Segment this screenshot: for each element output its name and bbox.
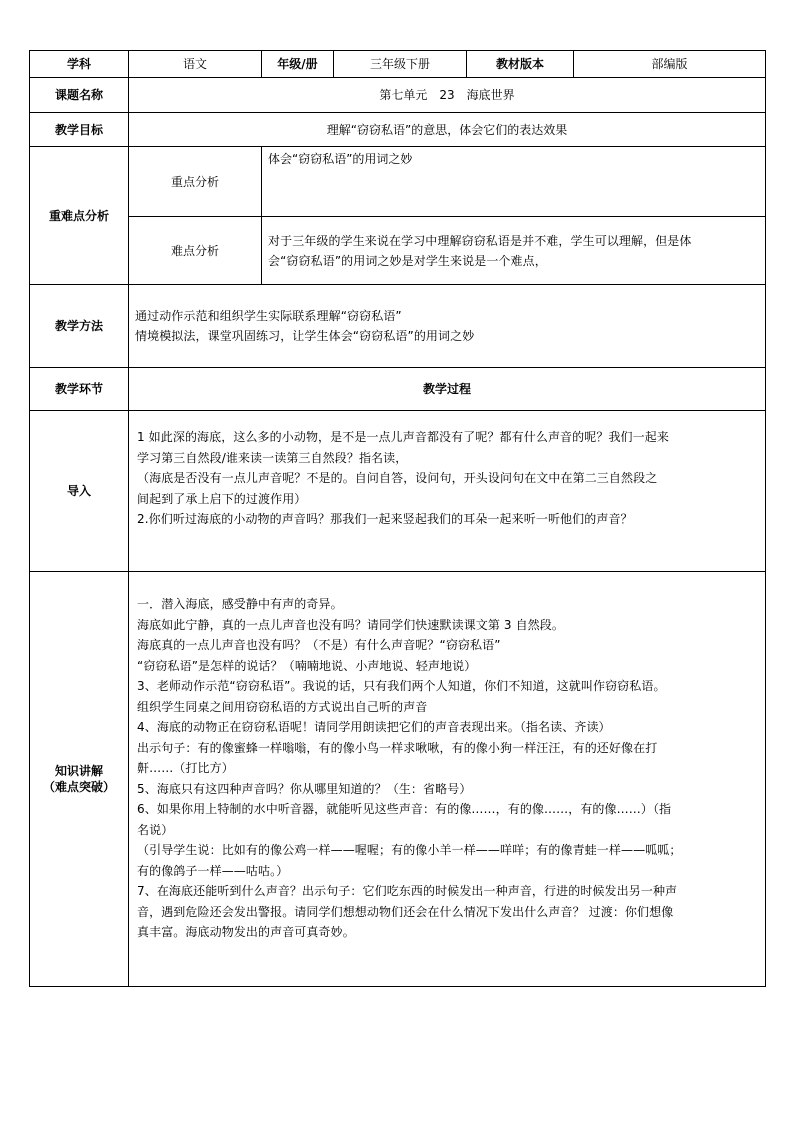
knowledge-line: 名说） [137, 822, 174, 837]
edition-value: 部编版 [574, 51, 766, 78]
knowledge-label-line2: （难点突破） [42, 780, 115, 794]
difficult-line: 会“窃窃私语”的用词之妙是对学生来说是一个难点， [268, 253, 547, 268]
knowledge-line: 3、老师动作示范“窃窃私语”。我说的话，只有我们两个人知道，你们不知道，这就叫作窃窃私语。 [137, 679, 666, 693]
intro-content [129, 411, 766, 572]
method-line: 通过动作示范和组织学生实际联系理解“窃窃私语” [135, 309, 402, 323]
knowledge-line: 一．潜入海底，感受静中有声的奇异。 [137, 597, 343, 611]
subject-label: 学科 [30, 51, 129, 78]
process-header: 教学过程 [129, 368, 766, 411]
grade-value: 三年级下册 [334, 51, 467, 78]
knowledge-line: 海底如此宁静，真的一点儿声音也没有吗？请同学们快速默读课文第 3 自然段。 [137, 617, 564, 632]
process-header-row [30, 368, 766, 411]
knowledge-line: 音，遇到危险还会发出警报。请同学们想想动物们还会在什么情况下发出什么声音？ 过渡：你们想像 [137, 904, 674, 919]
analysis-label: 重难点分析 [30, 147, 129, 285]
intro-line: 2.你们听过海底的小动物的声音吗？那我们一起来竖起我们的耳朵一起来听一听他们的声音？ [137, 512, 633, 526]
method-row [30, 285, 766, 368]
knowledge-line: 7、在海底还能听到什么声音？出示句子：它们吃东西的时候发出一种声音，行进的时候发出另一种声 [137, 884, 678, 898]
goal-label: 教学目标 [30, 113, 129, 147]
lesson-plan-table [29, 50, 766, 987]
lesson-name-row [30, 78, 766, 113]
knowledge-label [30, 572, 129, 987]
grade-label: 年级/册 [262, 51, 334, 78]
knowledge-label-line1: 知识讲解 [54, 764, 103, 778]
knowledge-line: 有的像鸽子一样——咕咕。） [137, 863, 289, 878]
intro-line: （海底是否没有一点儿声音呢？不是的。自问自答，设问句，开头设问句在文中在第二三自然段之 [137, 471, 658, 485]
key-analysis-label: 重点分析 [129, 147, 262, 217]
knowledge-line: 鼾……（打比方） [137, 761, 234, 775]
knowledge-line: （引导学生说：比如有的像公鸡一样——喔喔；有的像小羊一样——咩咩；有的像青蛙一样——呱呱； [137, 843, 682, 857]
method-value [129, 285, 766, 368]
difficult-analysis-value [262, 217, 766, 285]
header-row [30, 51, 766, 78]
method-label: 教学方法 [30, 285, 129, 368]
knowledge-line: 真丰富。海底动物发出的声音可真奇妙。 [137, 925, 355, 939]
key-analysis-value: 体会“窃窃私语”的用词之妙 [262, 147, 766, 217]
intro-line: 学习第三自然段/谁来读一读第三自然段？指名读， [137, 450, 408, 465]
knowledge-line: 4、海底的动物正在窃窃私语呢！请同学用朗读把它们的声音表现出来。（指名读、齐读） [137, 720, 611, 734]
intro-label: 导入 [30, 411, 129, 572]
method-line: 情境模拟法，课堂巩固练习，让学生体会“窃窃私语”的用词之妙 [135, 329, 475, 343]
subject-value: 语文 [129, 51, 262, 78]
knowledge-line: “窃窃私语”是怎样的说话？（喃喃地说、小声地说、轻声地说） [137, 658, 477, 673]
knowledge-line: 海底真的一点儿声音也没有吗？（不是）有什么声音呢？“窃窃私语” [137, 638, 501, 652]
goal-value: 理解“窃窃私语”的意思，体会它们的表达效果 [129, 113, 766, 147]
knowledge-line: 组织学生同桌之间用窃窃私语的方式说出自己听的声音 [137, 699, 428, 714]
lesson-name-value: 第七单元 23 海底世界 [129, 78, 766, 113]
stage-header: 教学环节 [30, 368, 129, 411]
knowledge-row [30, 572, 766, 987]
intro-line: 间起到了承上启下的过渡作用） [137, 491, 307, 506]
difficult-analysis-label: 难点分析 [129, 217, 262, 285]
lesson-name-label: 课题名称 [30, 78, 129, 113]
edition-label: 教材版本 [467, 51, 574, 78]
intro-line: 1 如此深的海底，这么多的小动物，是不是一点儿声音都没有了呢？都有什么声音的呢？我们一起来 [137, 430, 669, 444]
difficult-analysis-row [30, 217, 766, 285]
knowledge-line: 6、如果你用上特制的水中听音器，就能听见这些声音：有的像……，有的像……，有的像……）（指 [137, 802, 672, 816]
knowledge-line: 出示句子：有的像蜜蜂一样嗡嗡，有的像小鸟一样求啾啾，有的像小狗一样汪汪，有的还好像在打 [137, 740, 658, 755]
knowledge-content [129, 572, 766, 987]
key-analysis-row [30, 147, 766, 217]
difficult-line: 对于三年级的学生来说在学习中理解窃窃私语是并不难，学生可以理解，但是体 [268, 233, 692, 248]
goal-row [30, 113, 766, 147]
knowledge-line: 5、海底只有这四种声音吗？你从哪里知道的？（生：省略号） [137, 781, 472, 796]
intro-row [30, 411, 766, 572]
